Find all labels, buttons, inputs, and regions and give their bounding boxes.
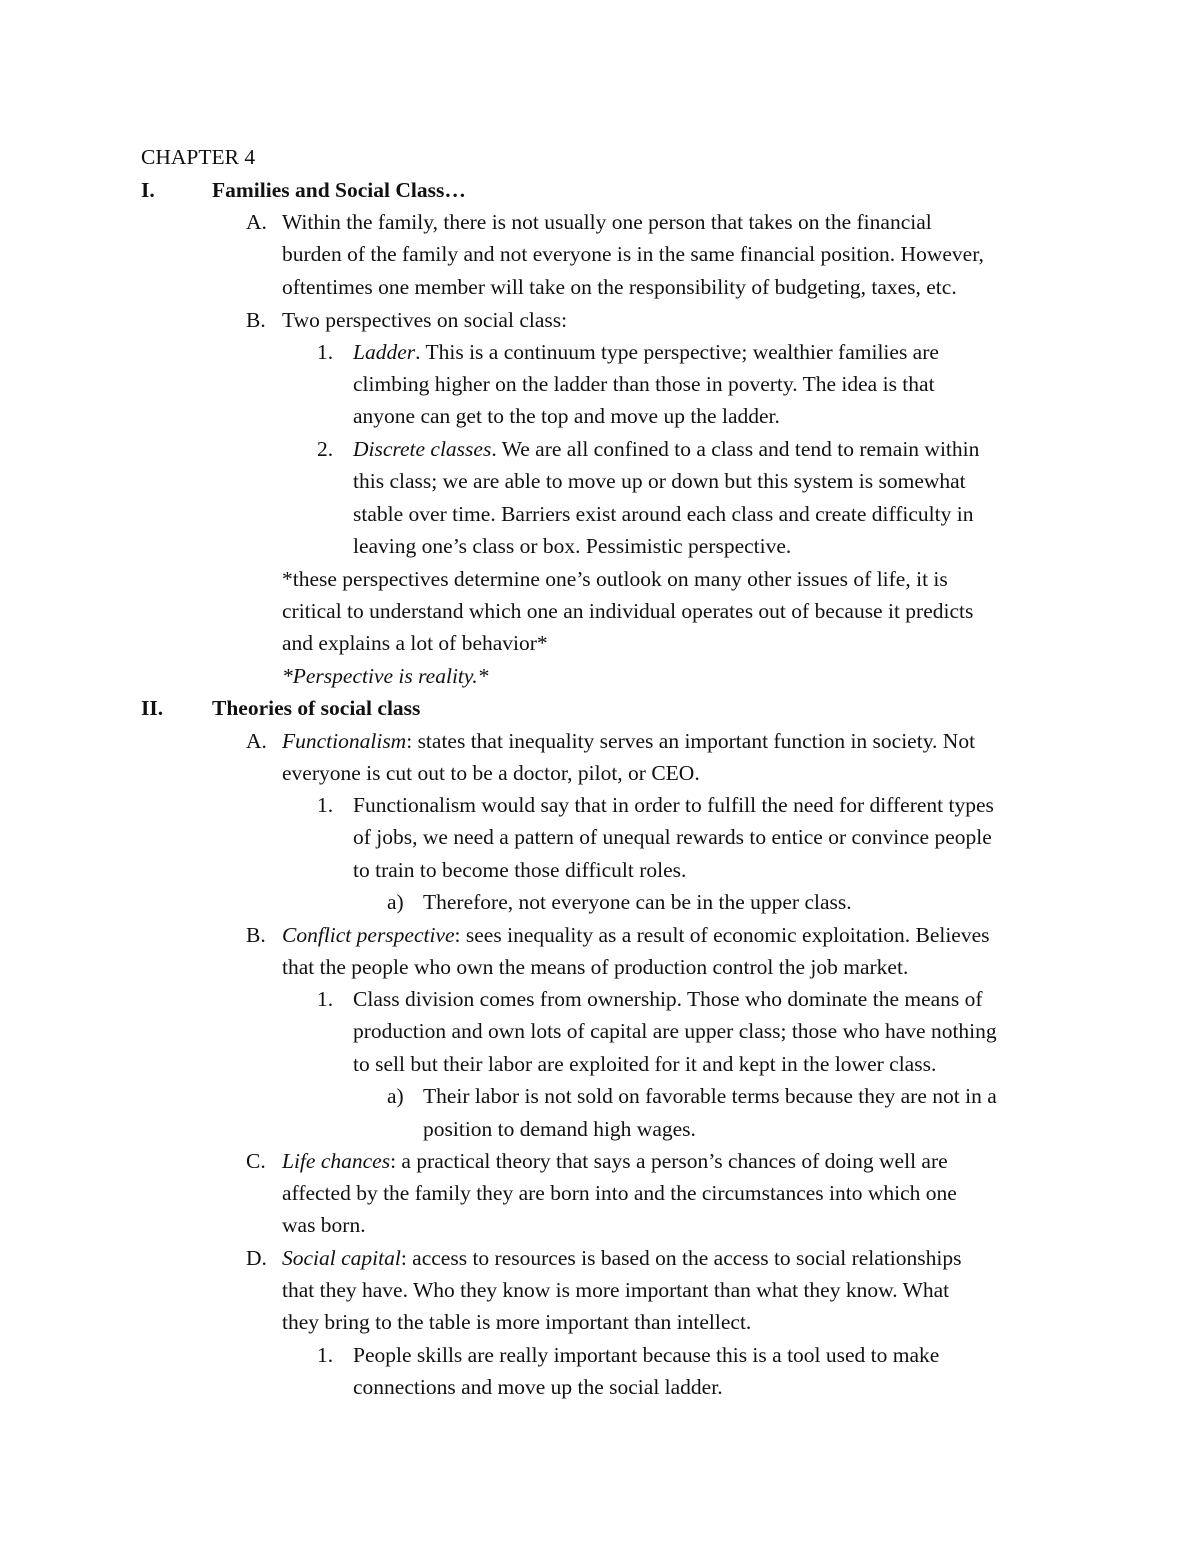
section-1-b-text: Two perspectives on social class: — [282, 308, 568, 332]
section-2-a-line-2: everyone is cut out to be a doctor, pilot, or CEO. — [282, 761, 700, 785]
section-2-b-item-1-line-1: Class division comes from ownership. Those who dominate the means of — [353, 987, 983, 1011]
section-1-note-line-2: critical to understand which one an individual operates out of because it predicts — [282, 599, 974, 623]
section-2-b-sub-a-letter: a) — [387, 1084, 404, 1108]
section-1-b-item-2-line-2: this class; we are able to move up or down but this system is somewhat — [353, 469, 966, 493]
section-1-b-item-2-first — [353, 439, 979, 461]
section-1-b-item-1-first-rest: . This is a continuum type perspective; wealthier families are — [415, 340, 939, 364]
section-2-d-first — [282, 1248, 961, 1270]
section-2-a-item-1-line-2: of jobs, we need a pattern of unequal rewards to entice or convince people — [353, 825, 992, 849]
section-2-b-first-rest: : sees inequality as a result of economic exploitation. Believes — [454, 923, 990, 947]
section-2-a-sub-a-letter: a) — [387, 890, 404, 914]
term-discrete-classes: Discrete classes — [353, 437, 492, 461]
section-2-a-item-1-num: 1. — [317, 793, 334, 817]
section-1-b-item-2-num: 2. — [317, 437, 334, 461]
section-2-c-line-3: was born. — [282, 1213, 366, 1237]
section-1-b-item-1-num: 1. — [317, 340, 334, 364]
section-2-d-item-1-num: 1. — [317, 1343, 334, 1367]
section-2-c-letter: C. — [246, 1149, 266, 1173]
section-2-heading: Theories of social class — [212, 696, 421, 720]
section-2-a-first — [282, 731, 975, 753]
section-1-note-2: *Perspective is reality.* — [282, 664, 489, 688]
section-2-a-item-1-line-1: Functionalism would say that in order to fulfill the need for different types — [353, 793, 994, 817]
section-1-a-line-2: burden of the family and not everyone is in the same financial position. However, — [282, 242, 984, 266]
term-conflict-perspective: Conflict perspective — [282, 923, 455, 947]
section-2-b-item-1-line-3: to sell but their labor are exploited for it and kept in the lower class. — [353, 1052, 937, 1076]
section-2-b-line-2: that the people who own the means of production control the job market. — [282, 955, 909, 979]
section-1-b-item-1-line-3: anyone can get to the top and move up the ladder. — [353, 404, 780, 428]
section-1-a-line-1: Within the family, there is not usually one person that takes on the financial — [282, 210, 932, 234]
section-2-c-line-2: affected by the family they are born into and the circumstances into which one — [282, 1181, 957, 1205]
section-1-note-line-3: and explains a lot of behavior* — [282, 631, 548, 655]
term-social-capital: Social capital — [282, 1246, 401, 1270]
term-functionalism: Functionalism — [282, 729, 407, 753]
section-2-d-item-1-line-1: People skills are really important because this is a tool used to make — [353, 1343, 940, 1367]
section-2-numeral: II. — [141, 696, 164, 720]
section-1-b-item-2-line-3: stable over time. Barriers exist around each class and create difficulty in — [353, 502, 974, 526]
section-1-b-item-1-first — [353, 342, 939, 364]
section-2-b-sub-a-line-2: position to demand high wages. — [423, 1117, 696, 1141]
section-1-a-letter: A. — [246, 210, 267, 234]
section-1-b-item-2-first-rest: . We are all confined to a class and tend to remain within — [491, 437, 980, 461]
section-2-b-first — [282, 925, 990, 947]
section-1-a-line-3: oftentimes one member will take on the responsibility of budgeting, taxes, etc. — [282, 275, 957, 299]
section-2-b-letter: B. — [246, 923, 266, 947]
section-2-a-first-rest: : states that inequality serves an important function in society. Not — [406, 729, 976, 753]
section-1-numeral: I. — [141, 178, 155, 202]
section-2-c-first — [282, 1151, 948, 1173]
term-life-chances: Life chances — [282, 1149, 391, 1173]
section-2-a-sub-a-text: Therefore, not everyone can be in the upper class. — [423, 890, 852, 914]
section-2-d-letter: D. — [246, 1246, 267, 1270]
section-2-d-item-1-line-2: connections and move up the social ladder. — [353, 1375, 723, 1399]
section-1-note-line-1: *these perspectives determine one’s outlook on many other issues of life, it is — [282, 567, 948, 591]
term-ladder: Ladder — [353, 340, 416, 364]
section-1-heading: Families and Social Class… — [212, 178, 466, 202]
section-1-b-letter: B. — [246, 308, 266, 332]
section-2-d-line-2: that they have. Who they know is more important than what they know. What — [282, 1278, 950, 1302]
section-2-a-letter: A. — [246, 729, 267, 753]
section-2-b-item-1-num: 1. — [317, 987, 334, 1011]
section-2-c-first-rest: : a practical theory that says a person’s chances of doing well are — [390, 1149, 948, 1173]
chapter-title: CHAPTER 4 — [141, 145, 256, 169]
section-2-d-line-3: they bring to the table is more important than intellect. — [282, 1310, 752, 1334]
section-2-a-item-1-line-3: to train to become those difficult roles. — [353, 858, 687, 882]
section-1-b-item-2-line-4: leaving one’s class or box. Pessimistic perspective. — [353, 534, 792, 558]
section-1-b-item-1-line-2: climbing higher on the ladder than those in poverty. The idea is that — [353, 372, 935, 396]
section-2-b-sub-a-line-1: Their labor is not sold on favorable terms because they are not in a — [423, 1084, 997, 1108]
section-2-d-first-rest: : access to resources is based on the access to social relationships — [400, 1246, 962, 1270]
section-2-b-item-1-line-2: production and own lots of capital are upper class; those who have nothing — [353, 1019, 997, 1043]
